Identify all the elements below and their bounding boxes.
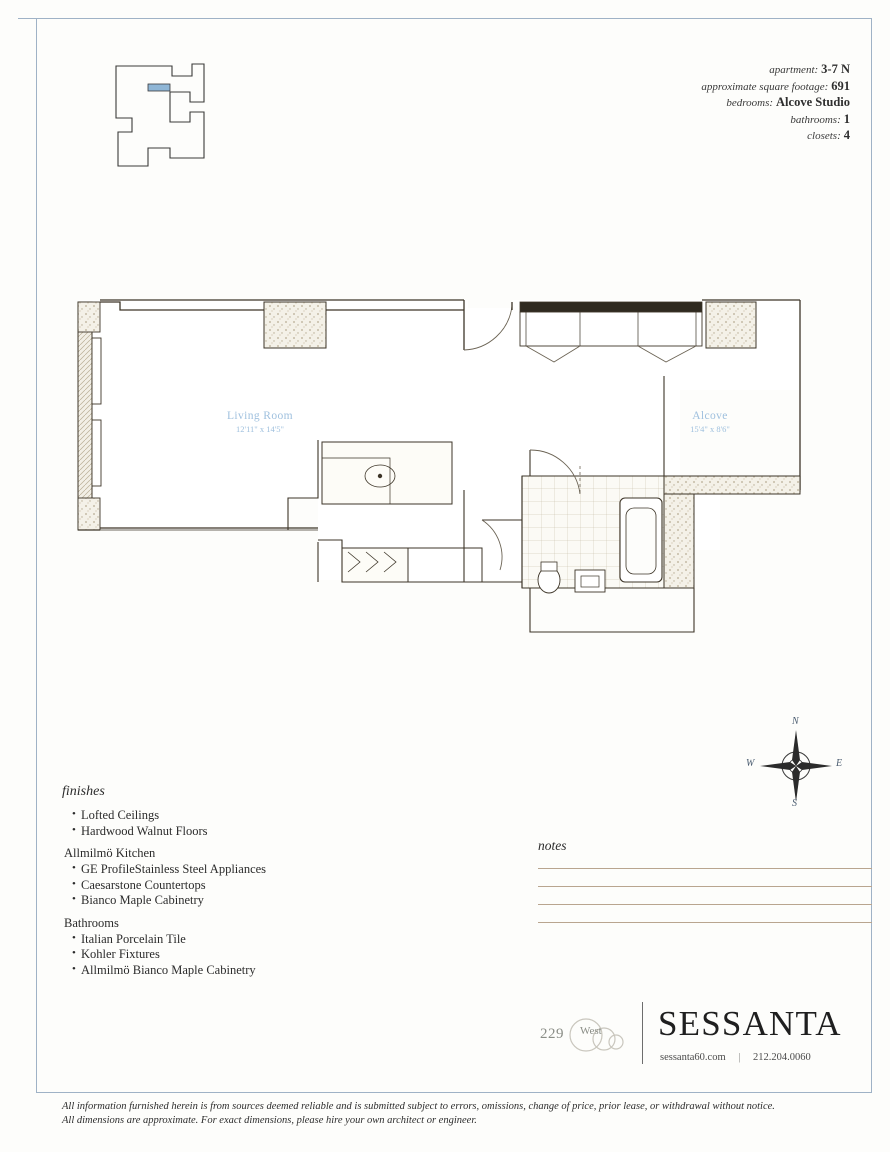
disclaimer-line-2: All dimensions are approximate. For exact dimensions, please hire your own architect or engineer.: [62, 1115, 477, 1126]
finishes-list-general: [62, 808, 442, 839]
finishes-group-title-kitchen: Allmilmö Kitchen: [64, 846, 156, 860]
compass-label-south: S: [792, 798, 797, 809]
notes-title: notes: [538, 838, 567, 853]
list-item: • Caesarstone Countertops: [72, 878, 442, 894]
spec-value-closets: 4: [843, 128, 850, 142]
spec-row-apartment: [701, 62, 850, 79]
notes-write-line[interactable]: [538, 886, 872, 887]
finishes-section: [62, 784, 442, 985]
notes-section: [538, 838, 872, 940]
page-frame-bottom: [36, 1092, 872, 1093]
brand-contact-separator: |: [738, 1052, 741, 1063]
spec-row-closets: [701, 128, 850, 145]
notes-write-line[interactable]: [538, 868, 872, 869]
page-frame-left: [36, 18, 37, 1092]
spec-label-apartment: apartment:: [769, 64, 819, 76]
compass-label-west: W: [746, 758, 755, 769]
spec-row-square-footage: [701, 79, 850, 96]
disclaimer-line-1: All information furnished herein is from sources deemed reliable and is submitted subject to errors, omissions, change of price, prior lease, or withdrawal without notice.: [62, 1101, 775, 1112]
brand-contact: [660, 1052, 811, 1063]
spec-row-bedrooms: [701, 95, 850, 112]
logo-229-west: [538, 1010, 634, 1054]
room-name-alcove: Alcove: [692, 410, 728, 422]
spec-value-square-footage: 691: [831, 78, 850, 93]
list-item: • Allmilmö Bianco Maple Cabinetry: [72, 963, 442, 979]
list-item: • Kohler Fixtures: [72, 947, 442, 963]
compass-label-east: E: [836, 758, 843, 769]
finishes-group-kitchen: [62, 846, 442, 909]
spec-label-closets: closets:: [807, 130, 841, 142]
room-dims-alcove: 15'4" x 8'6": [690, 424, 730, 434]
notes-write-line[interactable]: [538, 904, 872, 905]
disclaimer: [62, 1100, 852, 1128]
spec-value-apartment: 3-7 N: [821, 62, 850, 76]
brand-west: West: [580, 1025, 602, 1037]
finishes-group-bathrooms: [62, 916, 442, 979]
brand-website[interactable]: sessanta60.com: [660, 1052, 726, 1063]
spec-value-bedrooms: Alcove Studio: [776, 95, 850, 109]
room-label-alcove: [640, 410, 780, 434]
key-plan-unit-marker: [148, 84, 170, 91]
compass-label-north: N: [792, 716, 799, 727]
finishes-group-general: [62, 808, 442, 839]
spec-value-bathrooms: 1: [843, 111, 850, 126]
spec-label-bathrooms: bathrooms:: [790, 113, 841, 126]
finishes-title: finishes: [62, 784, 105, 799]
brand-number: 229: [540, 1026, 564, 1042]
compass-rose: [742, 716, 850, 816]
key-plan: [112, 62, 208, 170]
spec-row-bathrooms: [701, 112, 850, 129]
room-dims-living-room: 12'11" x 14'5": [236, 424, 284, 434]
spec-label-bedrooms: bedrooms:: [726, 97, 774, 109]
brand-phone[interactable]: 212.204.0060: [752, 1052, 811, 1063]
room-label-living-room: [180, 410, 340, 434]
spec-label-square-footage: approximate square footage:: [701, 80, 829, 93]
notes-write-line[interactable]: [538, 922, 872, 923]
room-name-living-room: Living Room: [226, 410, 294, 422]
list-item: • Bianco Maple Cabinetry: [72, 893, 442, 909]
list-item: • Hardwood Walnut Floors: [72, 824, 442, 840]
list-item: • GE ProfileStainless Steel Appliances: [72, 862, 442, 878]
finishes-group-title-bathrooms: Bathrooms: [64, 915, 119, 930]
brand-name: SESSANTA: [658, 1004, 842, 1043]
list-item: • Lofted Ceilings: [72, 808, 442, 824]
finishes-list-bathrooms: [62, 932, 442, 979]
brand-block: [538, 1002, 872, 1074]
floorplan-drawing: [60, 280, 830, 680]
list-item: • Italian Porcelain Tile: [72, 932, 442, 948]
brand-divider: [642, 1002, 643, 1064]
page-frame-top: [18, 18, 872, 19]
finishes-list-kitchen: [62, 862, 442, 909]
apartment-spec-block: [701, 62, 850, 145]
